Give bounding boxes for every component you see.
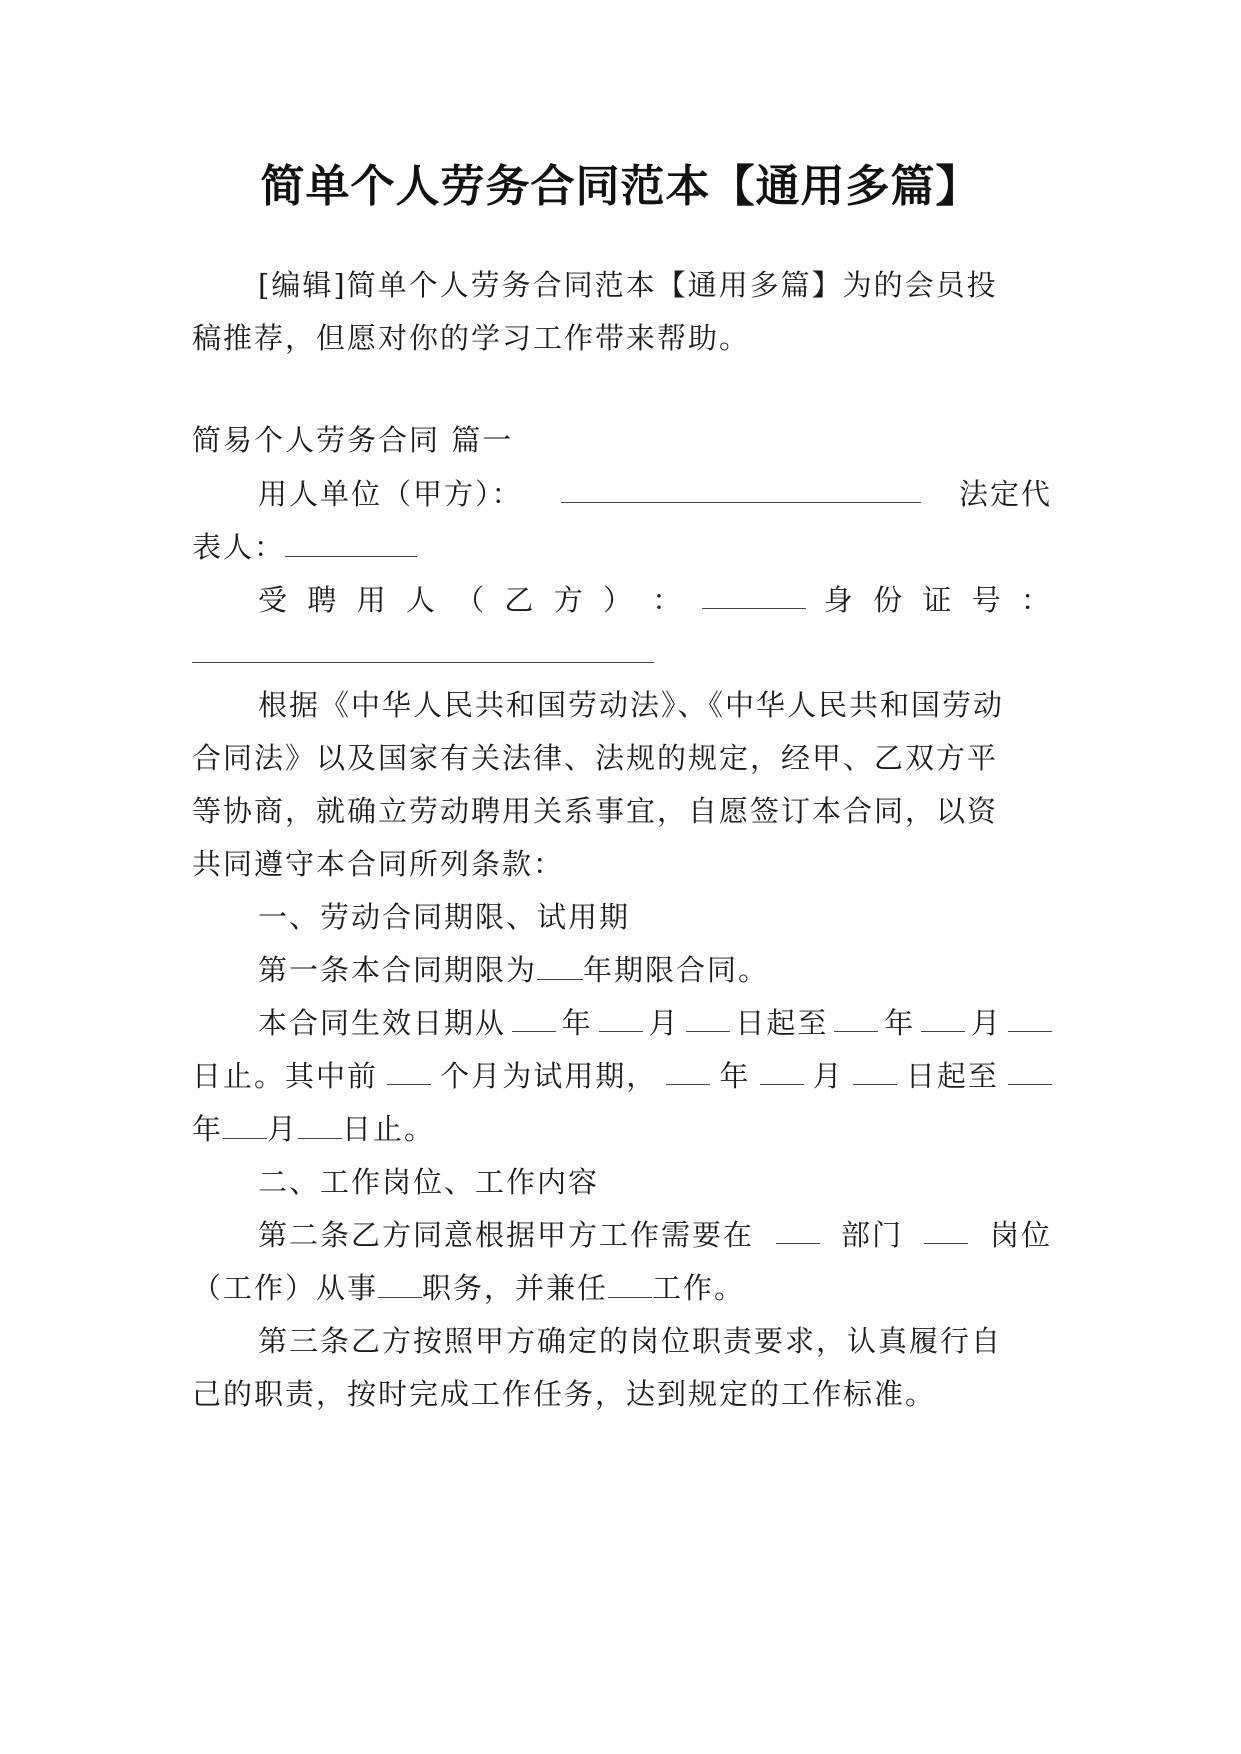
employer-blank [561,474,921,503]
date-blank [1008,1003,1052,1032]
effective-text: 年 [561,1006,593,1040]
article-3-line-1: 第三条乙方按照甲方确定的岗位职责要求，认真履行自 [258,1324,1003,1358]
legal-rep-blank [285,528,417,557]
date-blank [760,1056,804,1085]
article-1-line [258,950,1052,990]
id-char: 份 [873,583,905,617]
effective-line-3 [192,1109,1052,1149]
id-char: 证 [922,583,954,617]
date-blank [853,1056,897,1085]
effective-text: 日起至 [735,1006,829,1040]
article-1-post: 年期限合同。 [583,953,770,987]
effective-text: 月 [267,1112,299,1146]
employee-blank [702,580,806,609]
employee-char: 人 [405,583,437,617]
date-blank [921,1003,965,1032]
date-blank [666,1056,710,1085]
employee-char: （ [455,583,487,617]
effective-line-2 [192,1056,1052,1096]
article-1-pre: 第一条本合同期限为 [258,953,538,987]
legal-rep-label-b: 表人： [192,530,286,564]
employee-char: ） [602,583,634,617]
document-title: 简单个人劳务合同范本【通用多篇】 [260,161,981,212]
employee-char: 聘 [307,583,339,617]
duty-blank [378,1269,422,1298]
employee-line [258,580,1052,620]
date-blank [686,1003,730,1032]
post-blank [924,1215,968,1244]
term-years-blank [537,951,583,980]
preamble-line-2: 合同法》以及国家有关法律、法规的规定，经甲、乙双方平 [192,741,999,775]
id-char: ： [1020,583,1052,617]
employee-char: 乙 [504,583,536,617]
effective-text: 本合同生效日期从 [258,1006,507,1040]
employee-char: ： [652,583,684,617]
employee-char: 受 [258,583,290,617]
date-blank [1008,1056,1052,1085]
months-blank [387,1056,431,1085]
date-blank [512,1003,556,1032]
article-3-line-2: 己的职责，按时完成工作任务，达到规定的工作标准。 [192,1377,937,1411]
effective-text: 月 [970,1006,1002,1040]
effective-text: 日止。其中前 [192,1059,379,1093]
intro-text-1: [编辑]简单个人劳务合同范本【通用多篇】为的会员投 [258,268,998,302]
article-2-text: （工作）从事 [192,1271,379,1305]
intro-line-2: 稿推荐，但愿对你的学习工作带来帮助。 [192,321,751,355]
preamble-line-3: 等协商，就确立劳动聘用关系事宜，自愿签订本合同，以资 [192,794,999,828]
effective-text: 年 [719,1059,751,1093]
employer-line [258,474,1052,514]
employee-char: 方 [553,583,585,617]
date-blank [223,1110,267,1139]
effective-text: 年 [192,1112,224,1146]
id-char: 号 [971,583,1003,617]
chapter-2-heading: 二、工作岗位、工作内容 [258,1165,600,1199]
legal-rep-label-a: 法定代 [958,477,1052,511]
effective-text: 日起至 [905,1059,999,1093]
effective-text: 月 [812,1059,844,1093]
effective-text: 个月为试用期， [440,1059,658,1093]
effective-text: 月 [648,1006,680,1040]
article-2-line-2 [192,1268,1052,1308]
preamble-line-1: 根据《中华人民共和国劳动法》、《中华人民共和国劳动 [258,688,1005,722]
effective-text: 日止。 [342,1112,436,1146]
article-2-text: 职务，并兼任 [422,1271,609,1305]
article-2-text: 工作。 [652,1271,746,1305]
date-blank [834,1003,878,1032]
section-heading: 简易个人劳务合同 篇一 [192,423,514,457]
legal-rep-line [192,527,1052,567]
concurrent-blank [608,1269,652,1298]
employer-label: 用人单位（甲方）： [258,477,523,511]
date-blank [599,1003,643,1032]
employee-char: 用 [356,583,388,617]
article-2-text: 第二条乙方同意根据甲方工作需要在 [258,1218,755,1252]
article-2-text: 部门 [840,1218,903,1252]
id-number-blank [192,634,654,663]
department-blank [776,1215,820,1244]
article-2-line-1 [258,1215,1052,1255]
id-number-line [192,633,1052,673]
id-char: 身 [823,583,855,617]
chapter-1-heading: 一、劳动合同期限、试用期 [258,900,631,934]
date-blank [298,1110,342,1139]
article-2-text: 岗位 [989,1218,1052,1252]
effective-text: 年 [884,1006,916,1040]
effective-line-1 [258,1003,1052,1043]
preamble-line-4: 共同遵守本合同所列条款： [192,847,565,881]
intro-line-1 [258,265,1052,305]
